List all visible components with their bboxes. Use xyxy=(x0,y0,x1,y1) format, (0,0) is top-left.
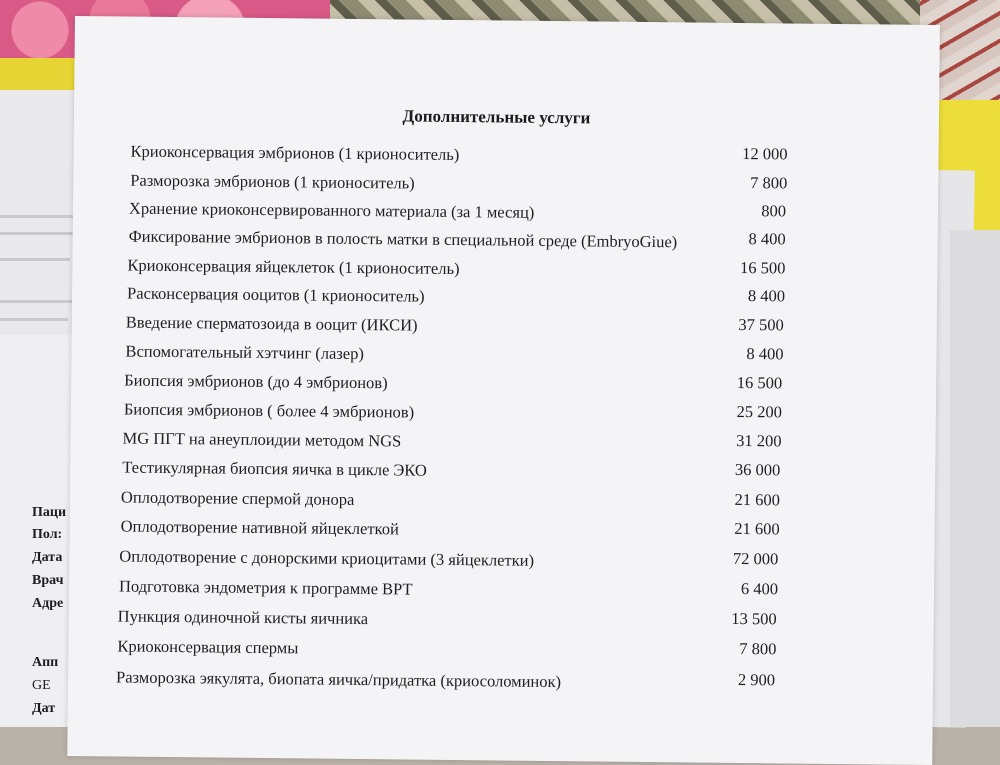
service-row xyxy=(73,170,938,203)
service-name: Разморозка эмбрионов (1 крионоситель) xyxy=(130,170,415,193)
service-price: 21 600 xyxy=(734,489,781,510)
service-price: 8 400 xyxy=(748,229,786,249)
service-row xyxy=(69,576,934,609)
service-price: 8 400 xyxy=(746,344,784,364)
service-row xyxy=(70,457,935,490)
service-name: Тестикулярная биопсия яичка в цикле ЭКО xyxy=(122,457,427,480)
underlying-label: Адре xyxy=(32,596,64,611)
service-name: Вспомогательный хэтчинг (лазер) xyxy=(125,341,365,364)
service-row xyxy=(73,141,938,174)
service-row xyxy=(69,546,934,579)
underlying-label: Врач xyxy=(32,573,64,588)
service-price: 31 200 xyxy=(736,430,782,451)
service-name: Введение сперматозоида в ооцит (ИКСИ) xyxy=(125,312,418,335)
service-name: Подготовка эндометрия к программе ВРТ xyxy=(118,576,413,599)
underlying-label: Дат xyxy=(32,701,56,716)
service-price: 2 900 xyxy=(737,669,776,690)
service-row xyxy=(73,226,938,259)
service-row xyxy=(72,255,937,288)
underlying-label: Дата xyxy=(32,550,63,565)
paper-stack-edge xyxy=(0,300,72,303)
price-list-sheet xyxy=(67,16,940,765)
service-price: 36 000 xyxy=(734,459,781,480)
service-price: 16 500 xyxy=(736,372,783,393)
service-name: Криоконсервация яйцеклеток (1 крионоситель) xyxy=(127,255,460,279)
service-name: Криоконсервация эмбрионов (1 крионоситель) xyxy=(130,141,460,165)
underlying-label: Пол: xyxy=(32,527,63,542)
service-row xyxy=(68,636,933,669)
service-price: 800 xyxy=(761,201,787,221)
underlying-label: Паци xyxy=(32,505,67,520)
service-name: Расконсервация ооцитов (1 крионоситель) xyxy=(127,283,425,306)
service-row xyxy=(71,370,936,403)
paper-stack-edge xyxy=(0,232,75,235)
service-row xyxy=(72,283,937,316)
service-row xyxy=(70,516,935,549)
service-row xyxy=(70,487,935,520)
service-price: 37 500 xyxy=(738,314,784,335)
service-row xyxy=(71,399,936,432)
service-row xyxy=(71,341,936,374)
service-name: Хранение криоконсервированного материала (за 1 месяц) xyxy=(128,198,535,222)
background-paper-right-edge xyxy=(950,230,1000,727)
service-name: Пункция одиночной кисты яичника xyxy=(117,606,369,629)
underlying-label: Апп xyxy=(32,655,59,670)
service-name: MG ПГТ на анеуплоидии методом NGS xyxy=(122,428,402,451)
service-price: 25 200 xyxy=(736,401,782,422)
service-price: 12 000 xyxy=(742,143,788,164)
service-row xyxy=(69,606,934,639)
underlying-label: GE xyxy=(32,678,51,693)
service-name: Оплодотворение с донорскими криоцитами (3 яйцеклетки) xyxy=(119,546,535,570)
service-name: Оплодотворение нативной яйцеклеткой xyxy=(120,516,399,539)
service-price: 6 400 xyxy=(740,579,779,599)
service-price: 8 400 xyxy=(747,286,786,306)
service-row xyxy=(70,428,935,461)
service-row xyxy=(68,667,933,700)
paper-stack-edge xyxy=(0,215,80,218)
service-price: 72 000 xyxy=(732,548,779,569)
service-name: Фиксирование эмбрионов в полость матки в специальной среде (EmbryoGiue) xyxy=(128,226,678,252)
service-price: 21 600 xyxy=(734,518,780,539)
service-price: 13 500 xyxy=(731,608,777,629)
paper-stack-edge xyxy=(0,318,68,321)
service-name: Биопсия эмбрионов (до 4 эмбрионов) xyxy=(124,370,388,393)
service-name: Биопсия эмбрионов ( более 4 эмбрионов) xyxy=(123,399,415,422)
service-row xyxy=(72,312,937,345)
service-name: Разморозка эякулята, биопата яичка/придатка (криосоломинок) xyxy=(115,667,562,692)
price-list-title: Дополнительные услуги xyxy=(402,106,591,128)
service-name: Оплодотворение спермой донора xyxy=(120,487,355,509)
service-name: Криоконсервация спермы xyxy=(117,636,299,658)
service-price: 7 800 xyxy=(750,173,788,193)
service-price: 7 800 xyxy=(739,638,777,659)
paper-stack-edge xyxy=(0,258,70,261)
service-price: 16 500 xyxy=(739,257,786,278)
service-row xyxy=(73,198,938,231)
